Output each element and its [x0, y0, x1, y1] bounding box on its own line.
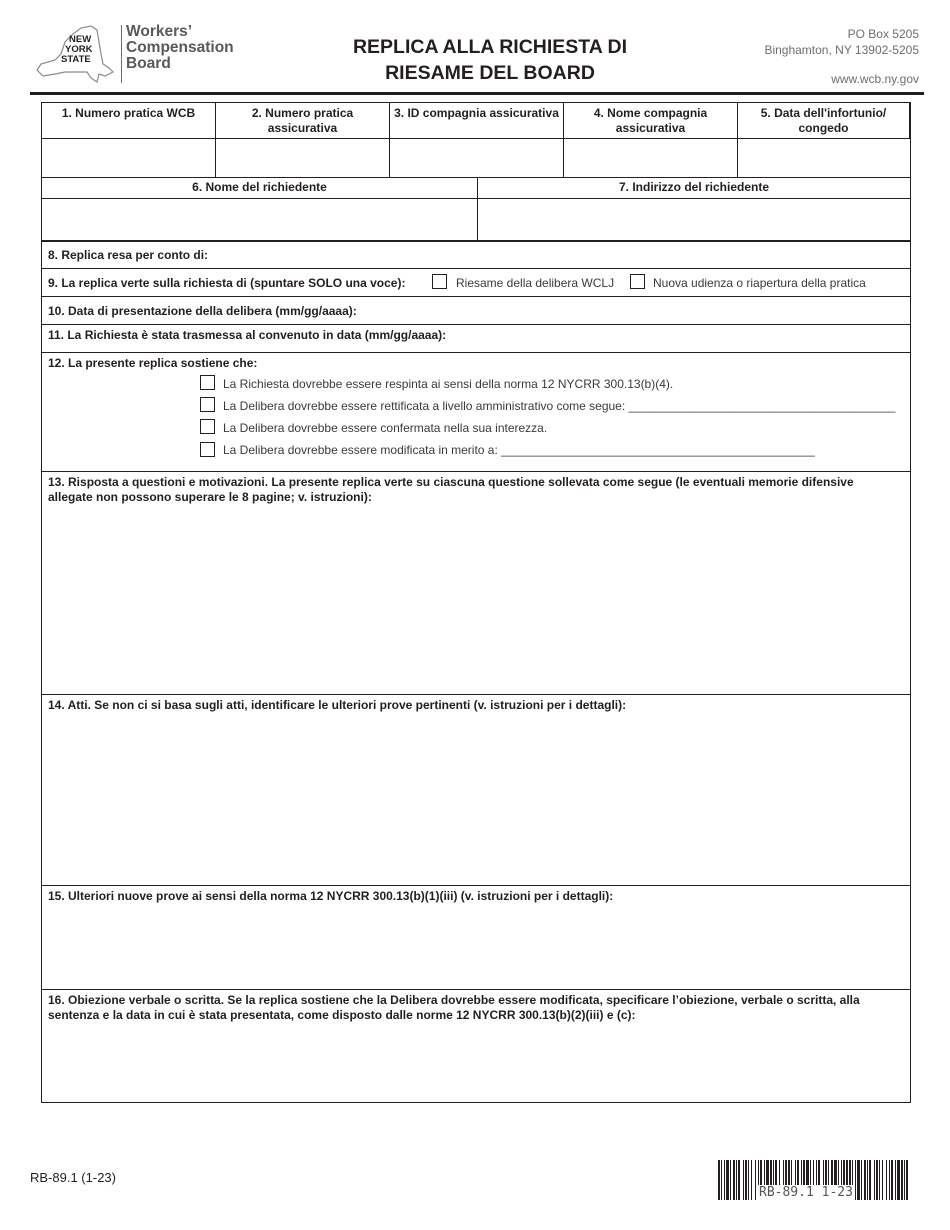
- form-title-line-2: RIESAME DEL BOARD: [385, 62, 595, 84]
- applicant-name-label: 6. Nome del richiedente: [192, 180, 327, 194]
- website-link[interactable]: www.wcb.ny.gov: [831, 72, 919, 86]
- new-york-state-map-icon: [35, 24, 115, 84]
- wcb-case-number-field[interactable]: [42, 139, 216, 177]
- applicant-address-field[interactable]: [478, 199, 910, 240]
- barcode-bar: [889, 1160, 890, 1200]
- applicant-address-label: 7. Indirizzo del richiedente: [618, 180, 770, 194]
- new-hearing-checkbox[interactable]: [630, 274, 645, 289]
- affirm-decision-option-label: La Delibera dovrebbe essere confermata nella sua interezza.: [223, 421, 548, 435]
- barcode-bar: [751, 1160, 752, 1200]
- barcode-bar: [895, 1160, 896, 1200]
- barcode: [718, 1160, 910, 1202]
- barcode-bar: [906, 1160, 908, 1200]
- barcode-bar: [897, 1160, 900, 1200]
- modify-decision-option-label: La Delibera dovrebbe essere modificata in merito a: _______________________________________________: [223, 443, 815, 457]
- administrative-correction-checkbox[interactable]: [200, 397, 215, 412]
- barcode-bar: [718, 1160, 720, 1200]
- injury-date-field[interactable]: [738, 139, 910, 177]
- barcode-bar: [738, 1160, 740, 1200]
- barcode-bar: [724, 1160, 725, 1200]
- header-rule: [30, 92, 924, 95]
- col-header-insurance-case-number: 2. Numero pratica assicurativa: [216, 103, 390, 139]
- request-served-date-label: 11. La Richiesta è stata trasmessa al convenuto in data (mm/gg/aaaa):: [48, 328, 447, 342]
- insurance-case-number-field[interactable]: [216, 139, 390, 177]
- new-evidence-label: 15. Ulteriori nuove prove ai sensi della norma 12 NYCRR 300.13(b)(1)(iii) (v. istruzioni per i dettagli):: [48, 889, 614, 903]
- record-evidence-field[interactable]: [42, 717, 910, 884]
- deny-request-checkbox[interactable]: [200, 375, 215, 390]
- address-line-2: Binghamton, NY 13902-5205: [764, 43, 919, 57]
- address-line-1: PO Box 5205: [847, 27, 919, 41]
- logo-org-line-3: Board: [126, 55, 171, 72]
- col-header-insurance-company-name: 4. Nome compagnia assicurativa: [564, 103, 738, 139]
- barcode-bar: [857, 1160, 860, 1200]
- barcode-bar: [891, 1160, 893, 1200]
- decision-filing-date-label: 10. Data di presentazione della delibera (mm/gg/aaaa):: [48, 304, 357, 318]
- barcode-bar: [743, 1160, 744, 1200]
- wcb-logo: [35, 24, 235, 86]
- logo-org-line-1: Workers’: [126, 23, 193, 40]
- wclj-review-option-label: Riesame della delibera WCLJ: [456, 276, 615, 290]
- barcode-bar: [864, 1160, 866, 1200]
- barcode-text: RB-89.1 1-23: [759, 1185, 853, 1200]
- form-title: [300, 34, 680, 86]
- record-evidence-label: 14. Atti. Se non ci si basa sugli atti, identificare le ulteriori prove pertinenti (v. istruzioni per i dettagli):: [48, 698, 627, 712]
- logo-org-line-2: Compensation: [126, 39, 234, 56]
- form-number: RB-89.1 (1-23): [30, 1170, 116, 1185]
- applicant-name-field[interactable]: [42, 199, 477, 240]
- issues-and-reasons-label: [48, 475, 904, 505]
- issues-and-reasons-field[interactable]: [42, 508, 910, 693]
- form-table: [41, 102, 911, 1103]
- rebuttal-contention-label: 12. La presente replica sostiene che:: [48, 356, 258, 370]
- administrative-correction-option-label: La Delibera dovrebbe essere rettificata a livello amministrativo come segue: ________________________________________: [223, 399, 896, 413]
- objection-label-line-2: sentenza e la data in cui è stata presentata, come disposto dalle norme 12 NYCRR 300.13(b)(2)(iii) e (c):: [48, 1008, 636, 1022]
- barcode-bar: [867, 1160, 868, 1200]
- barcode-bar: [901, 1160, 903, 1200]
- col-header-wcb-case-number: 1. Numero pratica WCB: [42, 103, 216, 139]
- logo-state-line-2: YORK: [65, 44, 93, 55]
- barcode-bar: [755, 1160, 756, 1200]
- affirm-decision-checkbox[interactable]: [200, 419, 215, 434]
- new-hearing-option-label: Nuova udienza o riapertura della pratica: [653, 276, 866, 290]
- barcode-bar: [904, 1160, 905, 1200]
- objection-field[interactable]: [42, 1027, 910, 1101]
- issues-and-reasons-label-line-1: 13. Risposta a questioni e motivazioni. La presente replica verte su ciascuna questione sollevata come segue (le eventuali memorie difensive: [48, 475, 854, 489]
- barcode-bar: [745, 1160, 747, 1200]
- barcode-bar: [876, 1160, 878, 1200]
- barcode-bar: [886, 1160, 887, 1200]
- logo-divider: [121, 25, 122, 83]
- objection-label-line-1: 16. Obiezione verbale o scritta. Se la replica sostiene che la Delibera dovrebbe essere modificata, specificare l’obiezione, verbale o scritta, alla: [48, 993, 860, 1007]
- insurance-company-id-field[interactable]: [390, 139, 564, 177]
- on-behalf-of-label: 8. Replica resa per conto di:: [48, 248, 209, 262]
- col-header-insurance-company-id: 3. ID compagnia assicurativa: [390, 103, 564, 139]
- barcode-bar: [721, 1160, 722, 1200]
- barcode-bar: [879, 1160, 880, 1200]
- barcode-bar: [869, 1160, 871, 1200]
- col-header-injury-date: 5. Data dell'infortunio/ congedo: [738, 103, 910, 139]
- wclj-review-checkbox[interactable]: [432, 274, 447, 289]
- barcode-bar: [730, 1160, 731, 1200]
- mailing-address: [764, 26, 919, 58]
- logo-state-line-1: NEW: [69, 34, 92, 45]
- new-evidence-field[interactable]: [42, 908, 910, 988]
- barcode-bar: [855, 1160, 856, 1200]
- issues-and-reasons-label-line-2: allegate non possono superare le 8 pagine; v. istruzioni):: [48, 490, 372, 504]
- logo-state-line-3: STATE: [61, 54, 91, 65]
- request-type-label: 9. La replica verte sulla richiesta di (spuntare SOLO una voce):: [48, 276, 406, 290]
- logo-org-name: [126, 24, 234, 72]
- barcode-bar: [733, 1160, 735, 1200]
- barcode-bar: [861, 1160, 862, 1200]
- modify-decision-checkbox[interactable]: [200, 442, 215, 457]
- form-title-line-1: REPLICA ALLA RICHIESTA DI: [352, 36, 628, 58]
- deny-request-option-label: La Richiesta dovrebbe essere respinta ai sensi della norma 12 NYCRR 300.13(b)(4).: [223, 377, 674, 391]
- barcode-bar: [874, 1160, 875, 1200]
- barcode-bar: [736, 1160, 737, 1200]
- objection-label: [48, 993, 904, 1023]
- barcode-bar: [882, 1160, 883, 1200]
- insurance-company-name-field[interactable]: [564, 139, 738, 177]
- barcode-bar: [748, 1160, 749, 1200]
- barcode-bar: [726, 1160, 729, 1200]
